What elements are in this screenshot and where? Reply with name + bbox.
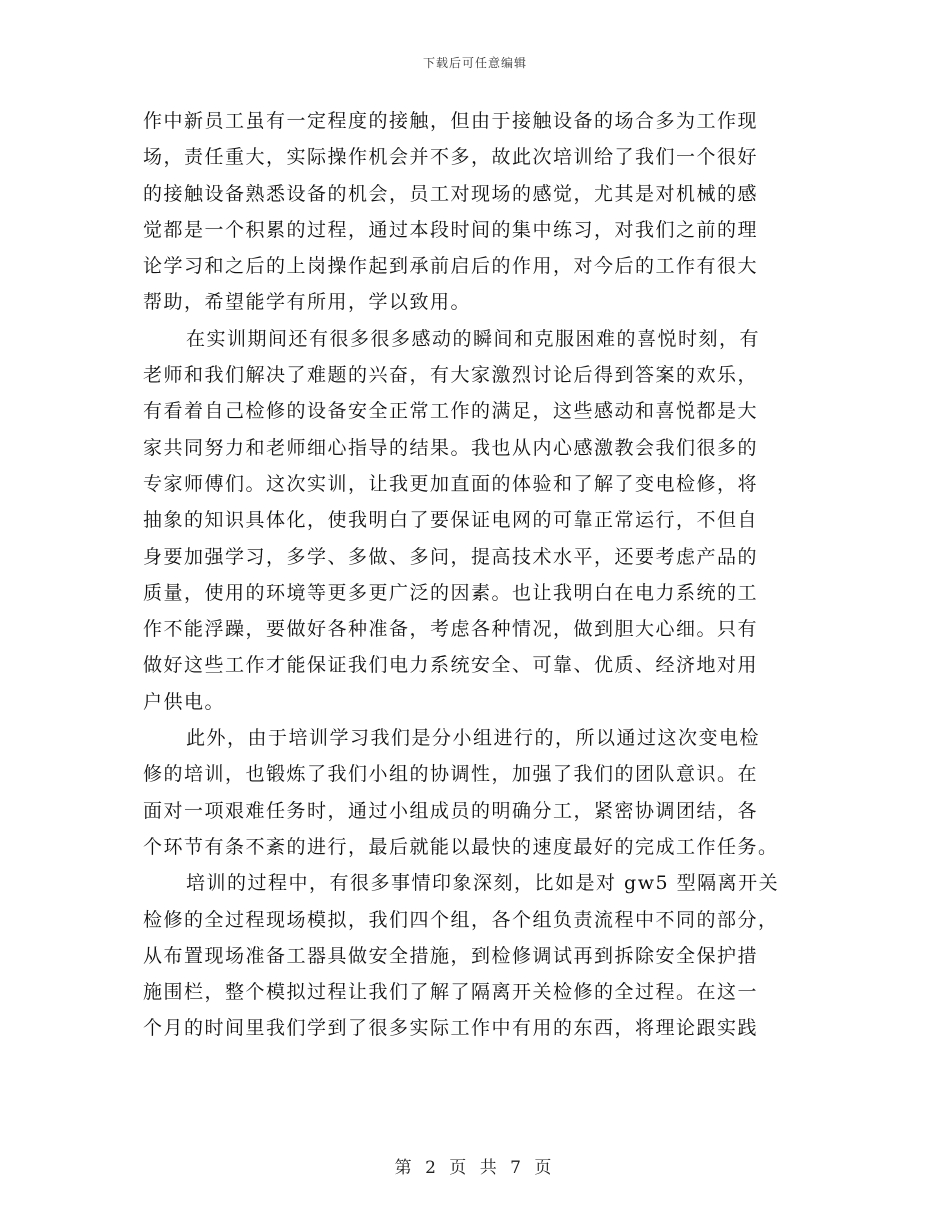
text-line: 质量，使用的环境等更多更广泛的因素。也让我明白在电力系统的工	[143, 581, 759, 604]
text-line: 户供电。	[143, 690, 226, 713]
paragraph	[143, 865, 813, 1046]
text-line: 的接触设备熟悉设备的机会，员工对现场的感觉，尤其是对机械的感	[143, 182, 759, 205]
text-line: 有看着自己检修的设备安全正常工作的满足，这些感动和喜悦都是大	[143, 400, 759, 423]
paragraph	[143, 720, 813, 865]
text-line: 施围栏，整个模拟过程让我们了解了隔离开关检修的全过程。在这一	[143, 981, 759, 1004]
text-line: 个环节有条不紊的进行，最后就能以最快的速度最好的完成工作任务。	[143, 835, 779, 858]
text-line: 觉都是一个积累的过程，通过本段时间的集中练习，对我们之前的理	[143, 218, 759, 241]
paragraph	[143, 103, 813, 321]
text-line: 做好这些工作才能保证我们电力系统安全、可靠、优质、经济地对用	[143, 654, 759, 677]
page-number: 第 2 页 共 7 页	[394, 1158, 556, 1178]
text-line: 检修的全过程现场模拟，我们四个组，各个组负责流程中不同的部分，	[143, 908, 779, 931]
text-line: 培训的过程中，有很多事情印象深刻，比如是对 gw5 型隔离开关	[186, 872, 780, 895]
text-line: 老师和我们解决了难题的兴奋，有大家激烈讨论后得到答案的欢乐，	[143, 364, 759, 387]
text-line: 专家师傅们。这次实训，让我更加直面的体验和了解了变电检修，将	[143, 472, 759, 495]
text-line: 个月的时间里我们学到了很多实际工作中有用的东西，将理论跟实践	[143, 1017, 759, 1040]
text-line: 面对一项艰难任务时，通过小组成员的明确分工，紧密协调团结，各	[143, 799, 759, 822]
text-line: 修的培训，也锻炼了我们小组的协调性，加强了我们的团队意识。在	[143, 763, 759, 786]
text-line: 在实训期间还有很多很多感动的瞬间和克服困难的喜悦时刻，有	[186, 327, 761, 350]
text-line: 从布置现场准备工器具做安全措施，到检修调试再到拆除安全保护措	[143, 944, 759, 967]
text-line: 抽象的知识具体化，使我明白了要保证电网的可靠正常运行，不但自	[143, 509, 759, 532]
text-line: 论学习和之后的上岗操作起到承前启后的作用，对今后的工作有很大	[143, 255, 759, 278]
page-header: 下载后可任意编辑	[422, 56, 527, 70]
document-body	[143, 103, 813, 1047]
text-line: 场，责任重大，实际操作机会并不多，故此次培训给了我们一个很好	[143, 146, 759, 169]
text-line: 此外，由于培训学习我们是分小组进行的，所以通过这次变电检	[186, 727, 761, 750]
text-line: 帮助，希望能学有所用，学以致用。	[143, 291, 472, 314]
text-line: 作中新员工虽有一定程度的接触，但由于接触设备的场合多为工作现	[143, 110, 759, 132]
text-line: 身要加强学习，多学、多做、多问，提高技术水平，还要考虑产品的	[143, 545, 759, 568]
text-line: 家共同努力和老师细心指导的结果。我也从内心感激教会我们很多的	[143, 436, 759, 459]
paragraph	[143, 321, 813, 720]
text-line: 作不能浮躁，要做好各种准备，考虑各种情况，做到胆大心细。只有	[143, 618, 759, 641]
